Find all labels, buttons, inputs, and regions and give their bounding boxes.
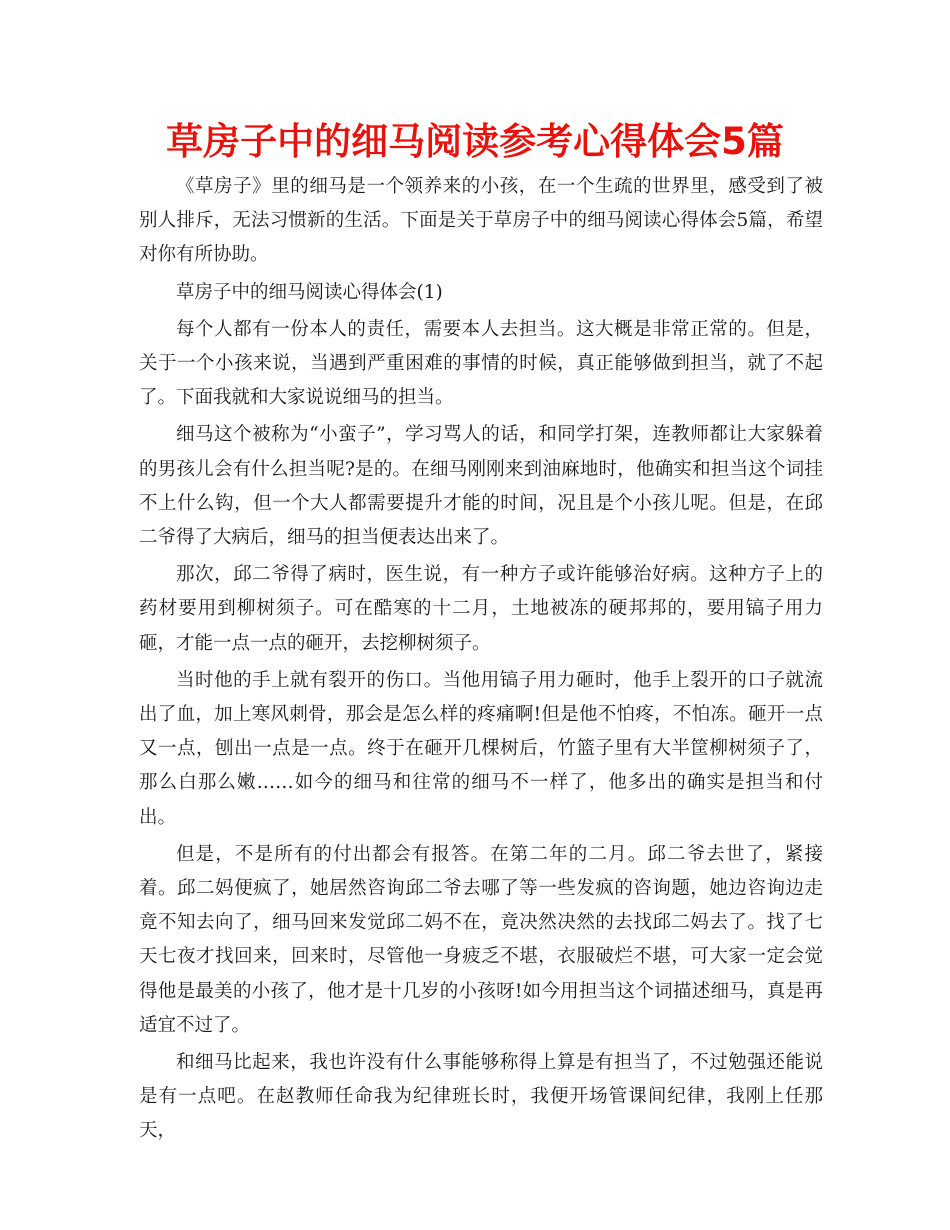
paragraph: 但是，不是所有的付出都会有报答。在第二年的二月。邱二爷去世了，紧接着。邱二妈便疯了，她居然咨询邱二爷去哪了等一些发疯的咨询题，她边咨询边走竟不知去向了，细马回来发觉邱二妈不在，竟决然决然的去找邱二妈去了。找了七天七夜才找回来，回来时，尽管他一身疲乏不堪，衣服破烂不堪，可大家一定会觉得他是最美的小孩了，他才是十几岁的小孩呀!如今用担当这个词描述细马，真是再适宜不过了。 xyxy=(139,843,823,1036)
paragraph: 细马这个被称为“小蛮子”，学习骂人的话，和同学打架，连教师都让大家躲着的男孩儿会有什么担当呢?是的。在细马刚刚来到油麻地时，他确实和担当这个词挂不上什么钩，但一个大人都需要提升才能的时间，况且是个小孩儿呢。但是，在邱二爷得了大病后，细马的担当便表达出来了。 xyxy=(139,424,823,549)
document-title: 草房子中的细马阅读参考心得体会5篇 xyxy=(166,120,784,163)
paragraph: 每个人都有一份本人的责任，需要本人去担当。这大概是非常正常的。但是，关于一个小孩来说，当遇到严重困难的事情的时候，真正能够做到担当，就了不起了。下面我就和大家说说细马的担当。 xyxy=(139,318,823,409)
paragraph: 和细马比起来，我也许没有什么事能够称得上算是有担当了，不过勉强还能说是有一点吧。在赵教师任命我为纪律班长时，我便开场管课间纪律，我刚上任那天， xyxy=(139,1052,823,1142)
paragraph: 那次，邱二爷得了病时，医生说，有一种方子或许能够治好病。这种方子上的药材要用到柳树须子。可在酷寒的十二月，土地被冻的硬邦邦的，要用镐子用力砸，才能一点一点的砸开，去挖柳树须子。 xyxy=(139,564,823,654)
section-heading: 草房子中的细马阅读心得体会(1) xyxy=(176,281,443,303)
paragraph: 当时他的手上就有裂开的伤口。当他用镐子用力砸时，他手上裂开的口子就流出了血，加上寒风刺骨，那会是怎么样的疼痛啊!但是他不怕疼，不怕冻。砸开一点又一点，刨出一点是一点。终于在砸开几棵树后，竹篮子里有大半筐柳树须子了，那么白那么嫩……如今的细马和往常的细马不一样了，他多出的确实是担当和付出。 xyxy=(139,669,823,828)
paragraph-intro: 《草房子》里的细马是一个领养来的小孩，在一个生疏的世界里，感受到了被别人排斥，无法习惯新的生活。下面是关于草房子中的细马阅读心得体会5篇，希望对你有所协助。 xyxy=(139,176,823,266)
document-body xyxy=(139,170,823,1149)
